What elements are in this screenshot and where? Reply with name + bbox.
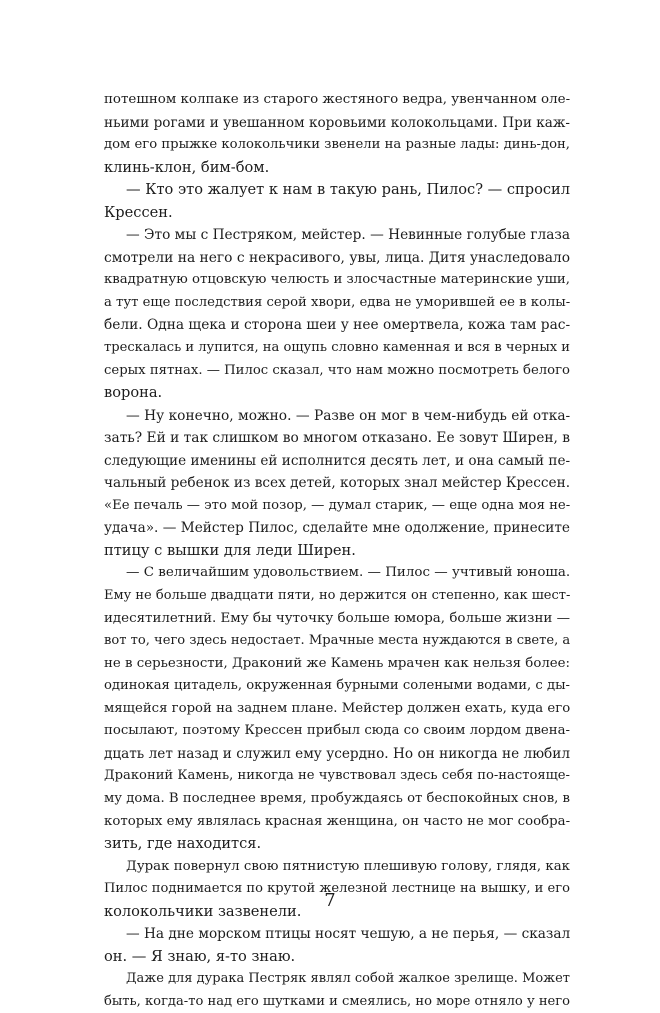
- text-line: он. — Я знаю, я-то знаю.: [104, 947, 296, 965]
- text-line: ворона.: [104, 384, 163, 402]
- text-line: — Ну конечно, можно. — Разве он мог в чем-нибудь ей отка-: [126, 407, 571, 424]
- text-line: — На дне морском птицы носят чешую, а не перья, — сказал: [126, 926, 571, 943]
- text-line: ньими рогами и увешанном коровьими колокольцами. При каж-: [104, 114, 570, 131]
- text-line: дом его прыжке колокольчики звенели на разные лады: динь-дон,: [104, 137, 570, 153]
- text-line: потешном колпаке из старого жестяного ведра, увенчанном оле-: [104, 92, 571, 107]
- text-line: птицу с вышки для леди Ширен.: [104, 541, 356, 559]
- text-line: смотрели на него с некрасивого, увы, лица. Дитя унаследовало: [104, 249, 570, 266]
- text-line: бели. Одна щека и сторона шеи у нее омертвела, кожа там рас-: [104, 317, 571, 334]
- text-line: клинь-клон, бим-бом.: [104, 158, 270, 176]
- text-line: дцать лет назад и служил ему усердно. Но он никогда не любил: [104, 745, 570, 762]
- text-line: трескалась и лупится, на ощупь словно каменная и вся в черных и: [104, 340, 570, 356]
- text-line: серых пятнах. — Пилос сказал, что нам можно посмотреть белого: [104, 362, 570, 378]
- text-line: посылают, поэтому Крессен прибыл сюда со своим лордом двена-: [104, 723, 570, 739]
- text-line: идесятилетний. Ему бы чуточку больше юмора, больше жизни —: [104, 610, 570, 626]
- text-line: Ему не больше двадцати пяти, но держится он степенно, как шест-: [104, 588, 571, 604]
- text-line: чальный ребенок из всех детей, которых знал мейстер Крессен.: [104, 475, 571, 492]
- text-line: которых ему являлась красная женщина, он часто не мог сообра-: [104, 813, 571, 829]
- text-line: зать? Ей и так слишком во многом отказано. Ее зовут Ширен, в: [104, 430, 570, 447]
- text-line: Драконий Камень, никогда не чувствовал здесь себя по-настояще-: [104, 768, 570, 784]
- text-line: му дома. В последнее время, пробуждаясь от беспокойных снов, в: [104, 790, 570, 806]
- text-line: мящейся горой на заднем плане. Мейстер должен ехать, куда его: [104, 700, 571, 716]
- text-line: Крессен.: [104, 203, 173, 221]
- text-line: Пилос поднимается по крутой железной лестнице на вышку, и его: [104, 881, 570, 897]
- text-line: следующие именины ей исполнится десять лет, и она самый пе-: [104, 452, 571, 469]
- text-line: удача». — Мейстер Пилос, сделайте мне одолжение, принесите: [104, 520, 570, 537]
- text-line: а тут еще последствия серой хвори, едва не уморившей ее в колы-: [104, 294, 571, 310]
- text-line: — Это мы с Пестряком, мейстер. — Невинные голубые глаза: [126, 227, 570, 244]
- text-line: Даже для дурака Пестряк являл собой жалкое зрелище. Может: [126, 971, 570, 987]
- text-line: одинокая цитадель, окруженная бурными солеными водами, с ды-: [104, 678, 570, 694]
- text-line: зить, где находится.: [104, 835, 262, 853]
- text-line: — С величайшим удовольствием. — Пилос — учтивый юноша.: [126, 565, 571, 581]
- text-line: колокольчики зазвенели.: [104, 902, 302, 920]
- text-line: быть, когда-то над его шутками и смеялись, но море отняло у него: [104, 993, 571, 1009]
- text-line: квадратную отцовскую челюсть и злосчастные материнские уши,: [104, 272, 570, 288]
- text-line: — Кто это жалует к нам в такую рань, Пилос? — спросил: [126, 181, 570, 199]
- body-text: [104, 89, 570, 1013]
- text-line: не в серьезности, Драконий же Камень мрачен как нельзя более:: [104, 655, 570, 671]
- text-line: Дурак повернул свою пятнистую плешивую голову, глядя, как: [126, 858, 570, 874]
- text-line: «Ее печаль — это мой позор, — думал старик, — еще одна моя не-: [104, 497, 571, 513]
- text-line: вот то, чего здесь недостает. Мрачные места нуждаются в свете, а: [104, 633, 571, 649]
- page-number: 7: [324, 890, 336, 911]
